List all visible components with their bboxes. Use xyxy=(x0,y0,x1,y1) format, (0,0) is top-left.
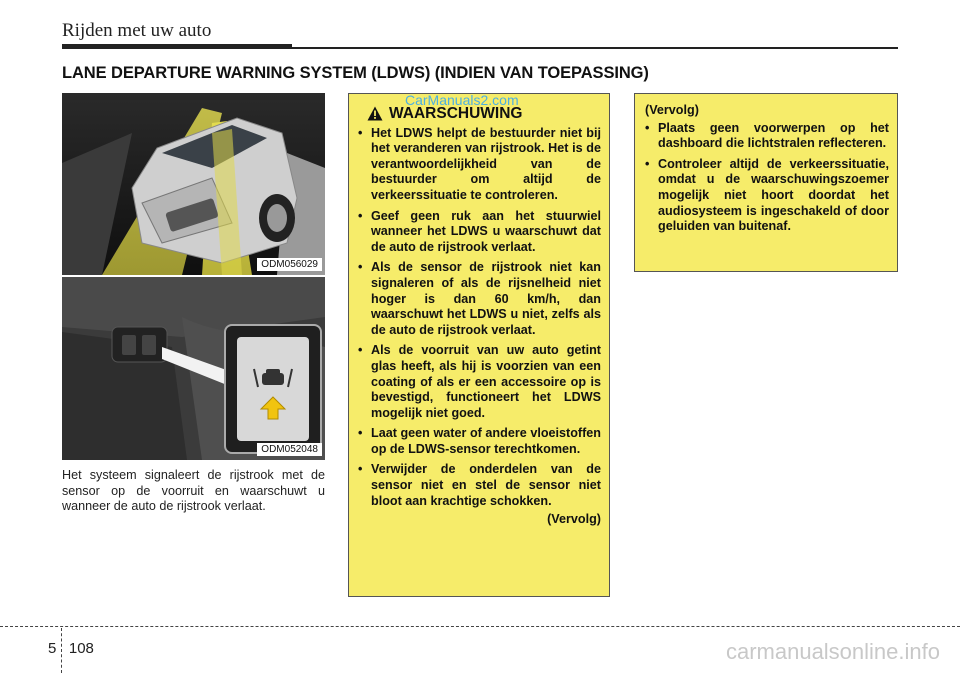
warning-list xyxy=(358,126,601,510)
warning-box xyxy=(348,93,610,597)
warning-item: • Geef geen ruk aan het stuurwiel wanneer het LDWS u waarschuwt dat de auto de rijstrook verlaat. xyxy=(358,209,601,256)
footer-rule xyxy=(0,626,960,627)
page-number xyxy=(48,640,94,657)
watermark: CarManuals2.com xyxy=(405,92,519,108)
site-watermark: carmanualsonline.info xyxy=(725,639,940,664)
warning-heading-row xyxy=(358,106,601,122)
figure-caption: Het systeem signaleert de rijstrook met de sensor op de voorruit en waarschuwt u wanneer de auto de rijstrook verlaat. xyxy=(62,468,325,513)
warning-triangle-icon xyxy=(367,106,383,121)
dashboard-switch-photo xyxy=(62,277,325,460)
section-title: LANE DEPARTURE WARNING SYSTEM (LDWS) (INDIEN VAN TOEPASSING) xyxy=(62,64,649,82)
warning-item: • Verwijder de onderdelen van de sensor niet en stel de sensor niet bloot aan krachtige schokken. xyxy=(358,462,601,509)
chapter-title: Rijden met uw auto xyxy=(62,20,212,41)
warning-item: • Als de voorruit van uw auto getint glas heeft, als hij is voorzien van een coating of als er een accessoire op is bevestigd, functioneert het LDWS mogelijk niet goed. xyxy=(358,343,601,421)
warning-continued-label: (Vervolg) xyxy=(547,512,601,527)
warning-heading: WAARSCHUWING xyxy=(389,105,523,122)
dashboard-illustration xyxy=(62,277,325,460)
continued-item: • Plaats geen voorwerpen op het dashboard die lichtstralen reflecteren. xyxy=(645,121,889,152)
car-illustration xyxy=(62,93,325,275)
chapter-number: 5 xyxy=(48,640,57,657)
page-index: 108 xyxy=(68,640,94,657)
figure-code: ODM056029 xyxy=(257,258,322,271)
car-lane-photo xyxy=(62,93,325,275)
warning-item: • Laat geen water of andere vloeistoffen op de LDWS-sensor terechtkomen. xyxy=(358,426,601,457)
warning-item: • Als de sensor de rijstrook niet kan signaleren of als de rijsnelheid niet hoger is dan 60 km/h, dan waarschuwt het LDWS u niet, zelfs als de auto de rijstrook verlaat. xyxy=(358,260,601,338)
header-rule-thin xyxy=(292,47,898,49)
warning-item: • Het LDWS helpt de bestuurder niet bij het veranderen van rijstrook. Het is de verantwoordelijkheid van de bestuurder om altijd de verkeerssituatie te controleren. xyxy=(358,126,601,204)
header-rule-thick xyxy=(62,44,292,49)
continued-box xyxy=(634,93,898,272)
continued-item: • Controleer altijd de verkeerssituatie, omdat u de waarschuwingszoemer mogelijk niet hoort doordat het audiosysteem is ingeschakeld of door geluiden van buitenaf. xyxy=(645,157,889,235)
figure-code: ODM052048 xyxy=(257,443,322,456)
continued-heading: (Vervolg) xyxy=(645,103,699,117)
continued-list xyxy=(645,121,889,235)
